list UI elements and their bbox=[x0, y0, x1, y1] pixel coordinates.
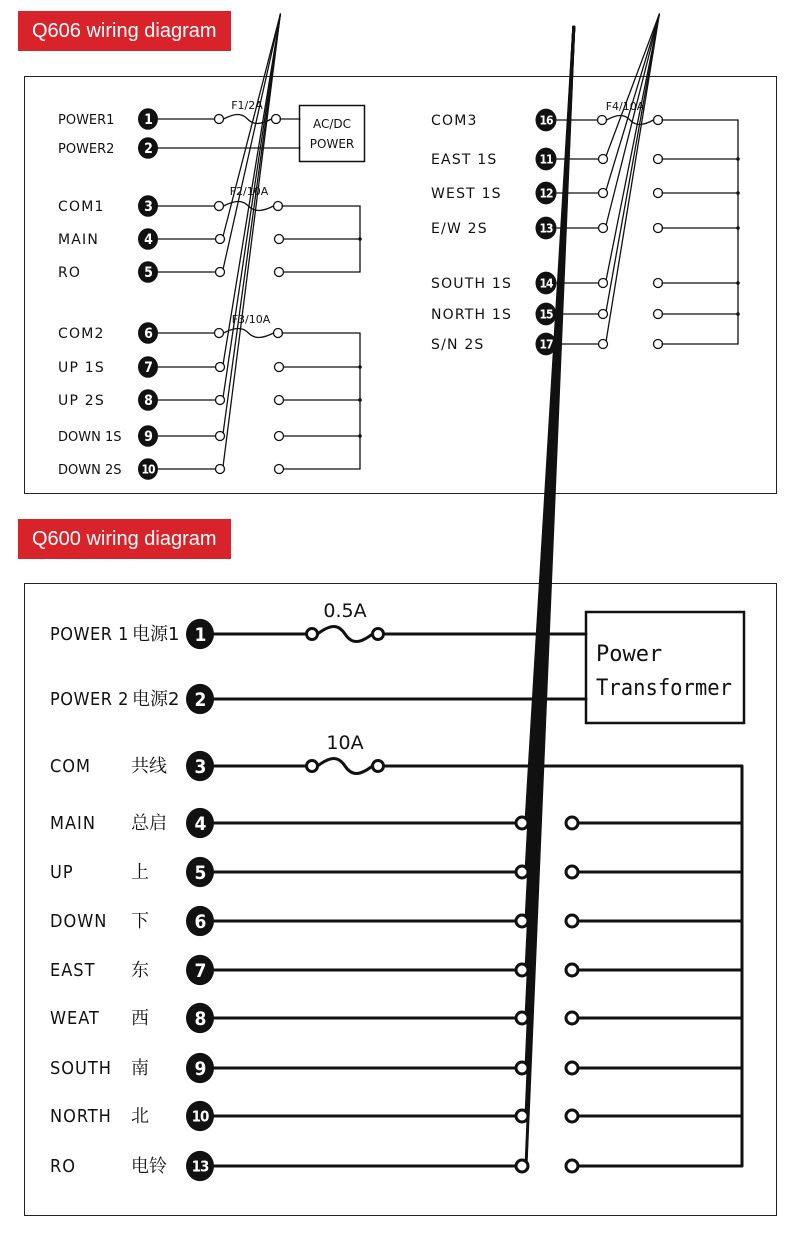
terminal-ring bbox=[566, 1110, 578, 1122]
terminal-number-badge bbox=[186, 751, 214, 781]
terminal-number: 2 bbox=[194, 688, 206, 711]
terminal-number-badge bbox=[138, 356, 158, 378]
terminal-number: 5 bbox=[144, 265, 152, 282]
terminal-label-4: MAIN bbox=[50, 813, 96, 834]
terminal-label-cn-9: 南 bbox=[131, 1058, 149, 1079]
terminal-ring bbox=[654, 340, 663, 349]
terminal-ring bbox=[566, 817, 578, 829]
terminal-label-cn-6: 下 bbox=[131, 911, 149, 932]
terminal-label-1: POWER1 bbox=[58, 113, 115, 128]
terminal-number: 5 bbox=[194, 861, 206, 884]
q606-title: Q606 wiring diagram bbox=[18, 11, 231, 51]
terminal-number-badge bbox=[186, 1151, 214, 1181]
terminal-label-10: NORTH bbox=[50, 1106, 112, 1127]
terminal-label-2: POWER 2 bbox=[50, 689, 129, 710]
terminal-label-5: UP bbox=[50, 862, 74, 883]
terminal-label-6: DOWN bbox=[50, 911, 108, 932]
terminal-number-badge bbox=[138, 261, 158, 283]
terminal-label-cn-2: 电源2 bbox=[132, 689, 180, 710]
terminal-number: 10 bbox=[191, 1107, 209, 1126]
terminal-label-cn-13: 电铃 bbox=[131, 1156, 167, 1177]
terminal-ring bbox=[275, 465, 284, 474]
terminal-label-7: UP 1S bbox=[58, 360, 105, 376]
terminal-label-cn-5: 上 bbox=[131, 862, 149, 883]
terminal-number: 7 bbox=[194, 959, 206, 982]
terminal-number-badge bbox=[186, 1101, 214, 1131]
terminal-number: 1 bbox=[194, 623, 206, 646]
terminal-number-badge bbox=[186, 1003, 214, 1033]
junction-dot bbox=[358, 434, 362, 438]
terminal-number: 13 bbox=[539, 221, 553, 236]
terminal-ring bbox=[598, 116, 607, 125]
terminal-number-badge bbox=[536, 109, 557, 132]
q606-frame bbox=[25, 77, 777, 494]
terminal-number-badge bbox=[138, 108, 158, 130]
terminal-ring bbox=[566, 915, 578, 927]
terminal-number-badge bbox=[186, 619, 214, 649]
terminal-label-17: S/N 2S bbox=[431, 337, 485, 353]
fuse-label-f2: F2/10A bbox=[229, 185, 269, 198]
terminal-ring bbox=[215, 115, 224, 124]
terminal-number-badge bbox=[138, 389, 158, 411]
terminal-ring bbox=[215, 329, 224, 338]
terminal-number-badge bbox=[138, 425, 158, 447]
terminal-number: 14 bbox=[539, 276, 553, 291]
terminal-number: 8 bbox=[144, 393, 152, 410]
terminal-ring bbox=[654, 189, 663, 198]
terminal-label-8: WEAT bbox=[50, 1008, 100, 1029]
power-transformer-box bbox=[586, 612, 744, 723]
terminal-number: 12 bbox=[539, 186, 553, 201]
terminal-number: 9 bbox=[194, 1057, 206, 1080]
junction-dot bbox=[736, 191, 740, 195]
transformer-line-2: Transformer bbox=[596, 676, 732, 701]
terminal-label-14: SOUTH 1S bbox=[431, 276, 513, 292]
terminal-number-badge bbox=[536, 148, 557, 171]
terminal-ring bbox=[566, 1160, 578, 1172]
terminal-label-6: COM2 bbox=[58, 326, 105, 342]
terminal-number: 3 bbox=[194, 755, 206, 778]
terminal-number-badge bbox=[536, 272, 557, 295]
terminal-number: 16 bbox=[539, 113, 553, 128]
transformer-line-1: Power bbox=[596, 642, 663, 667]
terminal-label-15: NORTH 1S bbox=[431, 307, 513, 323]
terminal-label-cn-4: 总启 bbox=[131, 813, 167, 834]
terminal-number: 1 bbox=[144, 112, 152, 129]
terminal-ring bbox=[275, 396, 284, 405]
junction-dot bbox=[358, 398, 362, 402]
terminal-ring bbox=[274, 329, 283, 338]
fuse-label-f3: F3/10A bbox=[231, 313, 271, 326]
terminal-ring bbox=[275, 432, 284, 441]
terminal-number-badge bbox=[186, 906, 214, 936]
q600-title: Q600 wiring diagram bbox=[18, 519, 231, 559]
terminal-label-12: WEST 1S bbox=[431, 186, 502, 202]
terminal-ring bbox=[275, 268, 284, 277]
terminal-label-4: MAIN bbox=[58, 232, 100, 248]
terminal-number: 8 bbox=[194, 1007, 206, 1030]
terminal-number-badge bbox=[536, 217, 557, 240]
terminal-label-3: COM1 bbox=[58, 199, 105, 215]
terminal-number-badge bbox=[186, 1053, 214, 1083]
junction-dot bbox=[736, 281, 740, 285]
terminal-number: 2 bbox=[144, 141, 152, 158]
fuse-label-f4: F4/10A bbox=[605, 100, 645, 113]
terminal-number-badge bbox=[186, 684, 214, 714]
terminal-number-badge bbox=[138, 458, 158, 480]
terminal-ring bbox=[373, 761, 384, 772]
terminal-label-9: DOWN 1S bbox=[58, 430, 122, 445]
terminal-label-cn-1: 电源1 bbox=[132, 624, 180, 645]
terminal-label-cn-8: 西 bbox=[131, 1008, 149, 1029]
terminal-label-16: COM3 bbox=[431, 113, 478, 129]
terminal-ring bbox=[654, 279, 663, 288]
fuse-label-10a: 10A bbox=[326, 732, 364, 754]
terminal-number-badge bbox=[536, 182, 557, 205]
terminal-number: 13 bbox=[191, 1157, 209, 1176]
junction-dot bbox=[736, 226, 740, 230]
power-box-line-1: AC/DC bbox=[312, 117, 352, 131]
terminal-label-3: COM bbox=[50, 756, 92, 777]
terminal-label-7: EAST bbox=[50, 960, 96, 981]
terminal-ring bbox=[274, 202, 283, 211]
terminal-number: 15 bbox=[539, 307, 553, 322]
fuse-label-05a: 0.5A bbox=[323, 600, 367, 622]
terminal-number: 4 bbox=[144, 232, 152, 249]
terminal-number: 9 bbox=[144, 429, 152, 446]
terminal-number-badge bbox=[138, 195, 158, 217]
terminal-number: 4 bbox=[194, 812, 206, 835]
terminal-label-9: SOUTH bbox=[50, 1058, 112, 1079]
terminal-label-cn-10: 北 bbox=[131, 1106, 149, 1127]
terminal-number: 7 bbox=[144, 360, 152, 377]
junction-dot bbox=[358, 237, 362, 241]
terminal-ring bbox=[215, 202, 224, 211]
terminal-label-2: POWER2 bbox=[58, 142, 115, 157]
terminal-number-badge bbox=[138, 137, 158, 159]
ac-dc-power-box bbox=[300, 106, 365, 162]
terminal-number-badge bbox=[186, 808, 214, 838]
terminal-ring bbox=[307, 629, 318, 640]
terminal-label-1: POWER 1 bbox=[50, 624, 129, 645]
terminal-ring bbox=[566, 866, 578, 878]
q606-diagram bbox=[25, 14, 777, 494]
terminal-label-13: RO bbox=[50, 1156, 76, 1177]
terminal-label-10: DOWN 2S bbox=[58, 463, 122, 478]
terminal-label-11: EAST 1S bbox=[431, 152, 498, 168]
junction-dot bbox=[736, 312, 740, 316]
terminal-number-badge bbox=[186, 955, 214, 985]
terminal-number: 6 bbox=[194, 910, 206, 933]
terminal-ring bbox=[654, 310, 663, 319]
terminal-ring bbox=[654, 116, 663, 125]
terminal-label-5: RO bbox=[58, 265, 82, 281]
terminal-ring bbox=[307, 761, 318, 772]
terminal-label-8: UP 2S bbox=[58, 393, 105, 409]
terminal-number-badge bbox=[138, 228, 158, 250]
terminal-number: 6 bbox=[144, 326, 152, 343]
terminal-ring bbox=[654, 155, 663, 164]
terminal-ring bbox=[654, 224, 663, 233]
terminal-ring bbox=[275, 235, 284, 244]
power-box-line-2: POWER bbox=[309, 137, 355, 151]
junction-dot bbox=[736, 157, 740, 161]
terminal-number: 11 bbox=[539, 152, 553, 167]
terminal-ring bbox=[566, 964, 578, 976]
terminal-ring bbox=[275, 363, 284, 372]
terminal-number: 10 bbox=[141, 462, 155, 477]
terminal-ring bbox=[566, 1012, 578, 1024]
terminal-number-badge bbox=[186, 857, 214, 887]
terminal-number-badge bbox=[536, 303, 557, 326]
terminal-number: 3 bbox=[144, 199, 152, 216]
junction-dot bbox=[358, 365, 362, 369]
terminal-number-badge bbox=[138, 322, 158, 344]
terminal-ring bbox=[272, 115, 281, 124]
terminal-ring bbox=[566, 1062, 578, 1074]
terminal-number: 17 bbox=[539, 337, 553, 352]
fuse-label-f1: F1/2A bbox=[231, 99, 263, 112]
terminal-label-cn-3: 共线 bbox=[131, 756, 167, 777]
terminal-label-cn-7: 东 bbox=[131, 960, 149, 981]
terminal-label-13: E/W 2S bbox=[431, 221, 488, 237]
terminal-ring bbox=[373, 629, 384, 640]
